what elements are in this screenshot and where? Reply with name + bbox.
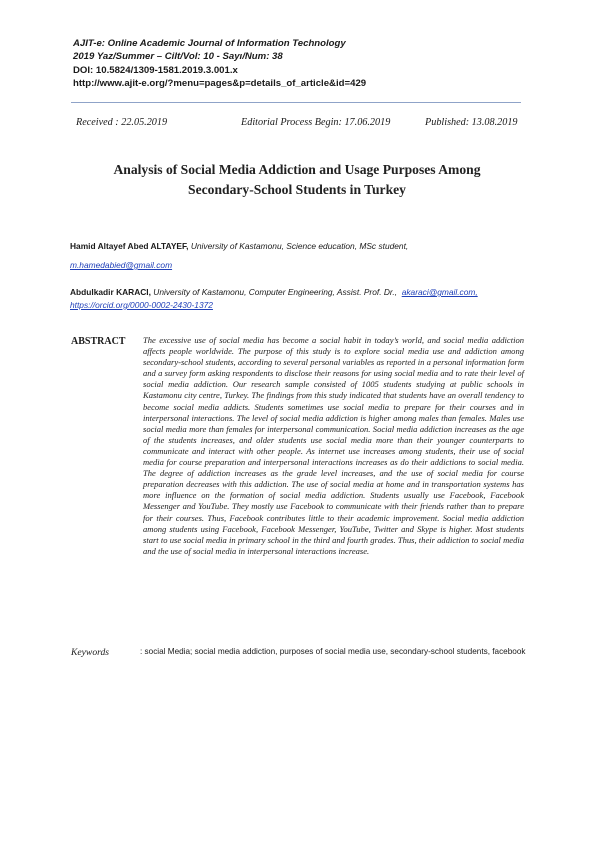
author-2 xyxy=(70,286,525,312)
journal-name: AJIT-e: Online Academic Journal of Information Technology xyxy=(73,38,346,49)
article-title xyxy=(70,160,524,200)
published-date: Published: 13.08.2019 xyxy=(425,117,518,128)
journal-url[interactable]: http://www.ajit-e.org/?menu=pages&p=details_of_article&id=429 xyxy=(73,78,367,90)
abstract-text: The excessive use of social media has become a social habit in today’s world, and social media addiction affects people worldwide. The purpose of this study is to explore social media use and addiction among secondary-school students, according to several personal variables as reported in a personal information form and a survey form asking respondents to disclose their reasons for using social media and to rate their level of social media addiction. Our research sample consisted of 1005 students studying at public schools in Kastamonu city centre, Turkey. The findings from this study indicated that students have an overall tendency to become social media addicts. Students sometimes use social media to prepare for their courses and in interpersonal interactions. The level of social media addiction is higher among males than females. Males use social media more than females for interpersonal communication. Social media addiction increases as the age of the students increases, and older students use social media more than their younger counterparts to communicate and interact with other people. As internet use increases among students, their use of social media for course preparation and interpersonal interactions increases as do their addictions to social media. The degree of addiction increases as the grade level increases, and the use of social media for course preparation decreases with this addiction. The use of social media at home and in transportation systems has more influence on the formation of social media addiction. Students usually use Facebook, Facebook Messenger and YouTube. They mostly use Facebook to communicate with their friends rather than to prepare for their courses. Thus, Facebook contributes little to their academic improvement. Social media addiction among students using Facebook, Facebook Messenger, YouTube, Twitter and Skype is higher. Most students start to use social media in primary school in the third and fourth grades. Thus, their addiction to social media and the use of social media in interpersonal interactions increase. xyxy=(143,335,524,556)
title-line-2: Secondary-School Students in Turkey xyxy=(188,182,406,197)
keywords-label: Keywords xyxy=(71,647,110,658)
title-line-1: Analysis of Social Media Addiction and Usage Purposes Among xyxy=(113,162,481,177)
journal-volume: 2019 Yaz/Summer – Cilt/Vol: 10 - Sayı/Num: 38 xyxy=(73,51,283,63)
author-1-email-link[interactable]: m.hamedabied@gmail.com xyxy=(70,260,173,270)
author-1-name: Hamid Altayef Abed ALTAYEF, xyxy=(70,241,189,251)
author-2-orcid-link[interactable]: https://orcid.org/0000-0002-2430-1372 xyxy=(70,300,213,310)
journal-header xyxy=(73,37,543,91)
abstract-label: ABSTRACT xyxy=(71,336,126,347)
editorial-date: Editorial Process Begin: 17.06.2019 xyxy=(241,117,391,128)
journal-doi: DOI: 10.5824/1309-1581.2019.3.001.x xyxy=(73,64,238,76)
author-2-affiliation: University of Kastamonu, Computer Engineering, Assist. Prof. Dr., xyxy=(150,287,398,297)
received-date: Received : 22.05.2019 xyxy=(76,117,168,128)
keywords-text: : social Media; social media addiction, purposes of social media use, secondary-school students, facebook xyxy=(140,647,526,656)
header-divider xyxy=(71,102,521,103)
author-2-name: Abdulkadir KARACI, xyxy=(70,287,151,297)
author-2-email-link[interactable]: akaraci@gmail.com, xyxy=(401,287,478,297)
author-1-affiliation: University of Kastamonu, Science education, MSc student, xyxy=(188,241,409,251)
author-1 xyxy=(70,240,525,272)
